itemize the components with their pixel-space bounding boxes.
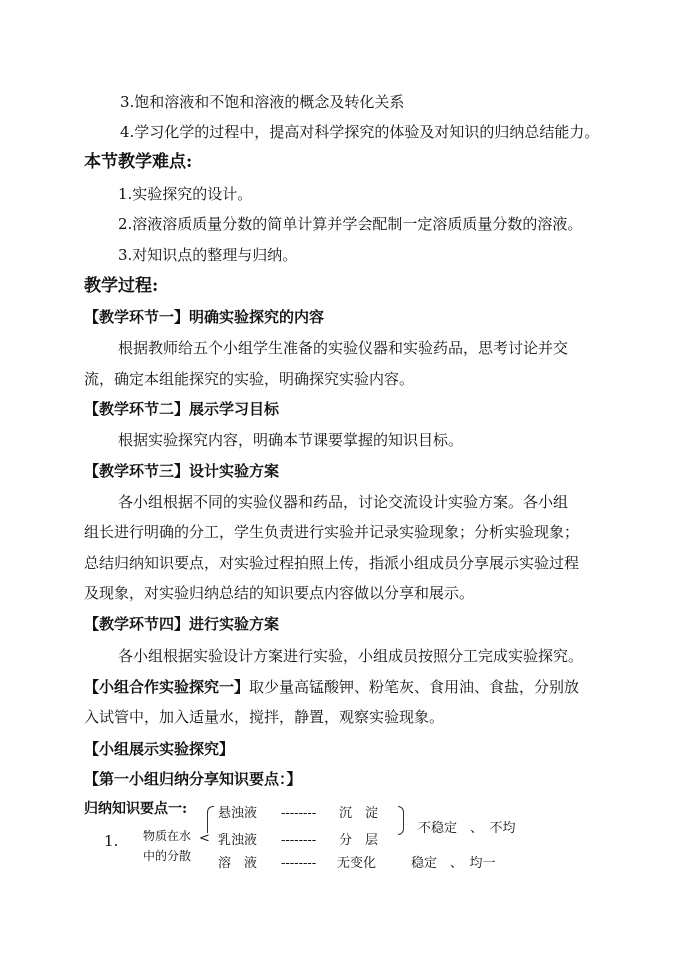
step1-paragraph-line2: 流，确定本组能探究的实验，明确探究实验内容。 — [84, 370, 415, 388]
knowledge-label: 归纳知识要点一: — [84, 801, 188, 817]
share-title: 【第一小组归纳分享知识要点：】 — [84, 770, 302, 788]
diagram-number: 1. — [104, 832, 119, 850]
difficulty-1: 1.实验探究的设计。 — [118, 185, 253, 203]
row3-dash: -------- — [281, 856, 317, 871]
left-brace-icon — [207, 806, 214, 833]
group1-line1 — [84, 676, 579, 698]
step4-title: 【教学环节四】进行实验方案 — [84, 615, 280, 633]
difficulty-3: 3.对知识点的整理与归纳。 — [118, 246, 298, 264]
row1-result: 沉 淀 — [339, 806, 379, 821]
row1-name: 悬浊液 — [218, 806, 258, 821]
diagram-side-label-2: 中的分散 — [143, 849, 192, 863]
step1-title: 【教学环节一】明确实验探究的内容 — [84, 308, 325, 326]
group1-text: 取少量高锰酸钾、粉笔灰、食用油、食盐，分别放 — [249, 678, 580, 696]
row2-dash: -------- — [281, 833, 317, 848]
diagram-lt-sign: < — [199, 831, 210, 846]
process-heading: 教学过程: — [84, 276, 159, 296]
objective-4: 4.学习化学的过程中，提高对科学探究的体验及对知识的归纳总结能力。 — [120, 123, 600, 141]
step3-paragraph-line4: 及现象，对实验归纳总结的知识要点内容做以分享和展示。 — [84, 584, 475, 602]
group1-label: 【小组合作实验探究一】 — [84, 678, 250, 696]
difficulty-2: 2.溶液溶质质量分数的简单计算并学会配制一定溶质质量分数的溶液。 — [118, 215, 583, 233]
unstable-label: 不稳定 、 不均 — [418, 821, 516, 836]
step2-paragraph: 根据实验探究内容，明确本节课要掌握的知识目标。 — [118, 431, 464, 449]
step2-title: 【教学环节二】展示学习目标 — [84, 400, 280, 418]
row1-dash: -------- — [281, 806, 317, 821]
row3-result: 无变化 — [337, 856, 377, 871]
difficulty-heading: 本节教学难点: — [84, 152, 193, 172]
objective-3: 3.饱和溶液和不饱和溶液的概念及转化关系 — [120, 93, 405, 111]
row3-name: 溶 液 — [218, 856, 258, 871]
stable-label: 稳定 、 均一 — [411, 856, 496, 871]
group1-line2: 入试管中，加入适量水，搅拌，静置，观察实验现象。 — [84, 708, 445, 726]
row2-name: 乳浊液 — [218, 833, 258, 848]
step3-title: 【教学环节三】设计实验方案 — [84, 462, 280, 480]
diagram-side-label-1: 物质在水 — [143, 829, 192, 843]
show-title: 【小组展示实验探究】 — [84, 740, 235, 758]
step1-paragraph-line1: 根据教师给五个小组学生准备的实验仪器和实验药品，思考讨论并交 — [118, 339, 569, 357]
step3-paragraph-line1: 各小组根据不同的实验仪器和药品，讨论交流设计实验方案。各小组 — [118, 493, 569, 511]
row2-result: 分 层 — [339, 833, 379, 848]
right-brace-icon — [398, 806, 404, 835]
step4-paragraph: 各小组根据实验设计方案进行实验，小组成员按照分工完成实验探究。 — [118, 647, 584, 665]
step3-paragraph-line2: 组长进行明确的分工，学生负责进行实验并记录实验现象；分析实验现象； — [84, 523, 580, 541]
step3-paragraph-line3: 总结归纳知识要点，对实验过程拍照上传，指派小组成员分享展示实验过程 — [84, 554, 580, 572]
